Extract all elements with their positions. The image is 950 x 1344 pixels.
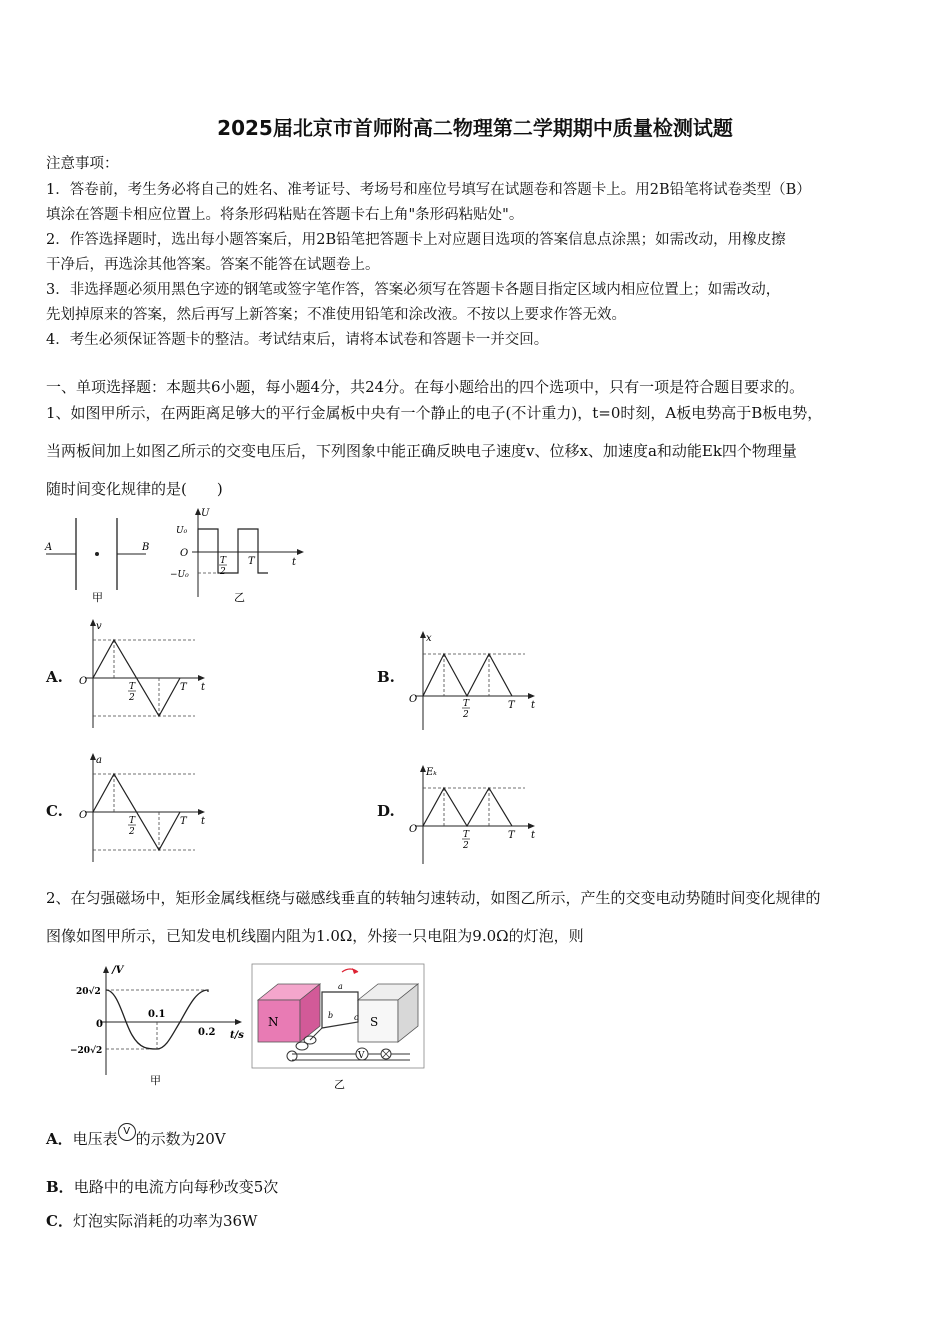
notice-line: 4．考生必须保证答题卡的整洁。考试结束后，请将本试卷和答题卡一并交回。 xyxy=(46,332,549,348)
t-axis-label: t xyxy=(201,816,206,827)
coil-c-label: c xyxy=(354,1013,359,1022)
half-t-num: T xyxy=(129,682,136,692)
t2-label: 0.2 xyxy=(198,1027,216,1038)
q2-option-b[interactable] xyxy=(46,1176,278,1197)
origin-label: O xyxy=(79,676,88,687)
option-c-graph xyxy=(75,750,215,868)
notice-line: 填涂在答题卡相应位置上。将条形码粘贴在答题卡右上角"条形码粘贴处"。 xyxy=(46,207,524,223)
half-t-den: 2 xyxy=(129,693,135,703)
t-axis-label: t xyxy=(292,557,297,568)
y-pos-label: 20√2 xyxy=(76,987,101,997)
option-d-label[interactable]: D. xyxy=(377,802,395,820)
origin-label: O xyxy=(180,548,189,559)
figure-caption: 甲 xyxy=(92,591,103,604)
half-t-den: 2 xyxy=(129,827,135,837)
t-axis-label: t/s xyxy=(230,1030,244,1041)
notice-heading: 注意事项： xyxy=(46,156,119,172)
t-axis-label: t xyxy=(531,830,536,841)
origin-label: O xyxy=(79,810,88,821)
voltage-graph xyxy=(168,505,308,605)
t-mark: T xyxy=(180,682,187,693)
figure-caption: 乙 xyxy=(334,1078,345,1091)
option-b-graph xyxy=(405,628,545,734)
y-neg-label: −20√2 xyxy=(70,1046,103,1056)
half-t-num: T xyxy=(129,816,136,826)
voltmeter-icon-label: V xyxy=(123,1126,131,1137)
north-pole xyxy=(258,1000,300,1042)
t-axis-label: t xyxy=(201,682,206,693)
y-axis-label: x xyxy=(426,633,432,644)
t-mark: T xyxy=(180,816,187,827)
question-1-text: 随时间变化规律的是( ) xyxy=(46,480,223,498)
question-2-text: 图像如图甲所示，已知发电机线圈内阻为1.0Ω，外接一只电阻为9.0Ω的灯泡，则 xyxy=(46,927,584,945)
q2-option-c[interactable] xyxy=(46,1210,257,1231)
question-1-text: 1、如图甲所示，在两距离足够大的平行金属板中央有一个静止的电子(不计重力)，t=0时刻，A板电势高于B板电势， xyxy=(46,404,823,422)
half-t-num: T xyxy=(463,699,470,709)
plate-a-label: A xyxy=(45,542,53,553)
notice-line: 2．作答选择题时，选出每小题答案后，用2B铅笔把答题卡上对应题目选项的答案信息点涂黑；如需改动，用橡皮擦 xyxy=(46,232,786,248)
t-mark: T xyxy=(508,700,515,711)
generator-diagram xyxy=(250,962,428,1094)
u0-label: U₀ xyxy=(176,526,188,536)
half-t-den: 2 xyxy=(463,710,469,720)
south-label: S xyxy=(370,1015,379,1029)
meter-label: V xyxy=(358,1051,365,1061)
y-axis-label: U xyxy=(201,508,210,519)
option-label: C． xyxy=(46,1212,73,1230)
y-axis-label: Eₖ xyxy=(426,767,437,778)
coil-a-label: a xyxy=(338,982,343,991)
option-d-graph xyxy=(405,762,545,868)
origin-label: O xyxy=(409,824,418,835)
option-a-graph xyxy=(75,616,215,734)
emf-graph xyxy=(60,960,250,1092)
option-c-label[interactable]: C. xyxy=(46,802,63,820)
figure-caption: 甲 xyxy=(150,1074,161,1087)
origin-label: 0 xyxy=(96,1019,103,1030)
y-axis-label: a xyxy=(96,755,102,766)
option-a-label[interactable]: A. xyxy=(46,668,63,686)
option-text: 灯泡实际消耗的功率为36W xyxy=(72,1212,258,1230)
option-text: 的示数为20V xyxy=(135,1130,226,1148)
notice-line: 3．非选择题必须用黑色字迹的钢笔或签字笔作答，答案必须写在答题卡各题目指定区域内相应位置上；如需改动， xyxy=(46,282,781,298)
page-title: 2025届北京市首师附高二物理第二学期期中质量检测试题 xyxy=(217,116,733,140)
origin-label: O xyxy=(409,694,418,705)
notice-line: 1．答卷前，考生务必将自己的姓名、准考证号、考场号和座位号填写在试题卷和答题卡上。用2B铅笔将试卷类型（B） xyxy=(46,182,811,198)
notice-line: 干净后，再选涂其他答案。答案不能答在试题卷上。 xyxy=(46,257,380,273)
y-axis-label: v xyxy=(96,621,102,632)
y-axis-label: /V xyxy=(112,965,124,976)
option-text: 电压表 xyxy=(72,1130,118,1148)
plate-b-label: B xyxy=(142,542,150,553)
q2-option-a[interactable] xyxy=(46,1128,226,1151)
t-mark: T xyxy=(508,830,515,841)
plates-diagram xyxy=(42,512,162,604)
half-t-num: T xyxy=(220,556,227,566)
figure-caption: 乙 xyxy=(234,591,245,604)
notice-line: 先划掉原来的答案，然后再写上新答案；不准使用铅笔和涂改液。不按以上要求作答无效。 xyxy=(46,307,626,323)
option-label: A． xyxy=(46,1130,73,1148)
coil-b-label: b xyxy=(328,1011,334,1020)
question-2-text: 2、在匀强磁场中，矩形金属线框绕与磁感线垂直的转轴匀速转动，如图乙所示，产生的交变电动势随时间变化规律的 xyxy=(46,889,821,907)
option-text: 电路中的电流方向每秒改变5次 xyxy=(73,1178,279,1196)
option-label: B． xyxy=(46,1178,74,1196)
half-t-den: 2 xyxy=(220,567,226,577)
neg-u0-label: −U₀ xyxy=(170,570,189,580)
t1-label: 0.1 xyxy=(148,1009,166,1020)
section-heading: 一、单项选择题：本题共6小题，每小题4分，共24分。在每小题给出的四个选项中，只有一项是符合题目要求的。 xyxy=(46,378,805,396)
half-t-den: 2 xyxy=(463,841,469,851)
t-mark: T xyxy=(248,556,255,567)
t-axis-label: t xyxy=(531,700,536,711)
north-label: N xyxy=(268,1015,279,1029)
half-t-num: T xyxy=(463,830,470,840)
option-b-label[interactable]: B. xyxy=(377,668,395,686)
question-1-text: 当两板间加上如图乙所示的交变电压后，下列图象中能正确反映电子速度v、位移x、加速度a和动能Ek四个物理量 xyxy=(46,442,797,460)
voltmeter-icon xyxy=(118,1123,136,1141)
electron-dot xyxy=(95,552,99,556)
